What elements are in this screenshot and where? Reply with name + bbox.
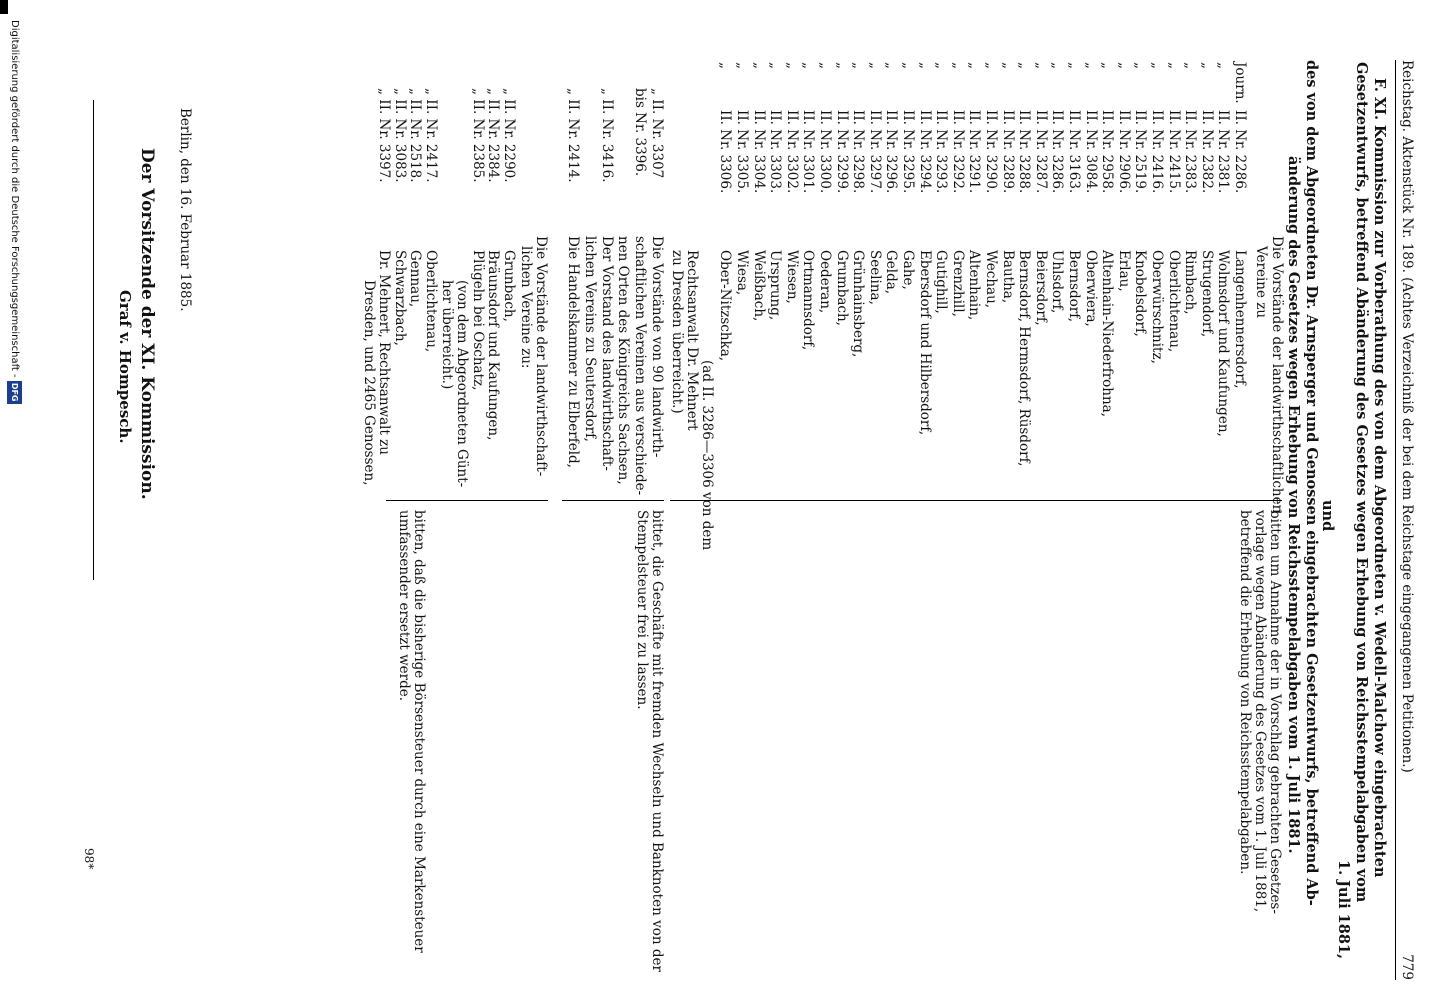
group1-row-place: Langenhennersdorf, [1232, 250, 1248, 389]
group1-row-ref: II. Nr. 3304. [750, 110, 767, 194]
group1-row-place: Beiersdorf, [1032, 250, 1049, 326]
group1-row-ref: II. Nr. 2382. [1198, 110, 1215, 194]
group1-row-place: Gahe, [900, 250, 916, 290]
group1-row-place: Oederan, [817, 250, 833, 314]
group1-request-1: bitten um Annahme der in Vorschlag gebrachten Gesetzes- [1267, 510, 1283, 914]
group1-intro-1: Die Vorstände der landwirthschaftlichen [1269, 236, 1285, 514]
group1-row-place: Bautha, [999, 250, 1016, 304]
group1-row-place: Altenhain-Niederfrohna, [1099, 250, 1116, 418]
group3-row-ref: „ II. Nr. 2518. [407, 88, 424, 183]
group3-intro-2: lichen Vereine zu: [518, 246, 534, 369]
group1-row-prefix: „ [850, 62, 867, 69]
group1-row-prefix: „ [983, 62, 999, 69]
group3-row-text: Plügeln bei Oschatz, [469, 250, 486, 391]
group1-row-place: Altenhain, [966, 250, 983, 321]
group1-row-prefix: „ [933, 62, 950, 69]
group1-row-place: Ober-Nitzschka, [717, 250, 734, 362]
group1-row-prefix: „ [1016, 62, 1033, 69]
group1-row-prefix: „ [900, 62, 916, 69]
group1-row-prefix: „ [866, 62, 883, 69]
group1-request-2: vorlage wegen Abänderung des Gesetzes vom 1. Juli 1881, [1252, 510, 1268, 913]
group1-row-prefix: „ [1032, 62, 1049, 69]
group1-row-place: Grenzhill, [949, 250, 966, 317]
funding-text: Digitalisierung gefördert durch die Deutsche Forschungsgemeinschaft - [9, 20, 20, 378]
group1-row-prefix: „ [999, 62, 1016, 69]
group1-row-prefix: „ [949, 62, 966, 69]
group1-row-place: Uhlsdorf, [1049, 250, 1066, 314]
group1-row-place: Rimbach, [1182, 250, 1199, 315]
group1-row-place: Gelda, [883, 250, 900, 295]
group1-row-ref: II. Nr. 3306. [717, 110, 734, 194]
group2-bracket [562, 500, 664, 501]
group1-row-prefix: „ [883, 62, 900, 69]
group1-row-prefix: „ [717, 62, 734, 69]
group1-row-prefix: „ [966, 62, 983, 69]
group2-row-ref: „ II. Nr. 2414. [565, 88, 581, 183]
group1-row-prefix: „ [833, 62, 850, 69]
group3-request-1: bitten, daß die bisherige Börsensteuer durch eine Markensteuer [411, 510, 427, 953]
group1-row-place: Seelina, [866, 250, 883, 305]
group3-row-ref: „ II. Nr. 2384. [485, 88, 502, 183]
group1-row-prefix: „ [1115, 62, 1132, 69]
group1-row-prefix: „ [783, 62, 800, 69]
group1-row-ref: II. Nr. 2286. [1232, 110, 1248, 194]
closing-rule [93, 100, 94, 580]
group1-row-place: Ortmannsdorf, [800, 250, 817, 351]
group1-row-prefix: „ [1165, 62, 1182, 69]
group1-row-ref: II. Nr. 2906. [1115, 110, 1132, 194]
group1-row-prefix: Journ. [1232, 62, 1248, 104]
group1-row-ref: II. Nr. 3299. [833, 110, 850, 194]
group3-request-2: umfassender ersetzt werde. [396, 510, 412, 701]
group2-row-text: Die Vorstände von 90 landwirth- [649, 236, 665, 458]
funding-note [7, 20, 22, 404]
group1-row-place: Grünhainsberg, [850, 250, 867, 358]
group1-row-place: Oberwiera, [1082, 250, 1099, 327]
group3-row-ref: „ II. Nr. 2417. [423, 88, 439, 183]
group1-row-place: Bernsdorf, [1066, 250, 1082, 323]
group1-row-prefix: „ [916, 62, 933, 69]
group1-row-prefix: „ [1182, 62, 1199, 69]
title-line-4: und [1319, 500, 1336, 532]
group3-row-ref: „ II. Nr. 2290. [501, 88, 517, 183]
group1-row-place: Wiesen, [783, 250, 800, 304]
group1-row-prefix: „ [1149, 62, 1165, 69]
group1-row-ref: II. Nr. 3305. [734, 110, 750, 194]
group1-row-ref: II. Nr. 3302. [783, 110, 800, 194]
group3-row-text: Schwarzbach, [391, 250, 408, 346]
group1-row-place: Wechau, [983, 250, 999, 309]
group1-row-ref: II. Nr. 3293. [933, 110, 950, 194]
group1-row-prefix: „ [800, 62, 817, 69]
group1-row-place: Ebersdorf und Hilbersdorf, [916, 250, 933, 436]
group3-row-text: Grunbach, [501, 250, 517, 322]
dfg-logo: DFG [7, 381, 22, 404]
group1-row-ref: II. Nr. 3292. [949, 110, 966, 194]
group1-intro-2: Vereine zu [1253, 246, 1269, 319]
signature-name: Graf v. Hompesch. [116, 290, 134, 444]
closing-date: Berlin, den 16. Februar 1885. [177, 108, 193, 312]
group2-row-text: nen Orten des Königreichs Sachsen, [615, 236, 632, 485]
header-title: Reichstag. Aktenstück Nr. 189. (Achtes Verzeichniß der bei dem Reichstage eingegangenen Petitionen.) [1399, 60, 1415, 773]
group1-row-ref: II. Nr. 2416. [1149, 110, 1165, 194]
group1-row-ref: II. Nr. 3291. [966, 110, 983, 194]
group3-row-text: Oberlichtenau, [423, 250, 439, 353]
group1-row-ref: II. Nr. 3301. [800, 110, 817, 194]
group3-row-ref: „ II. Nr. 3083. [391, 88, 408, 183]
group1-row-ref: II. Nr. 2383. [1182, 110, 1199, 194]
group1-row-ref: II. Nr. 3288. [1016, 110, 1033, 194]
group1-row-ref: II. Nr. 2519. [1132, 110, 1149, 194]
title-line-1: F. XI. Kommission zur Vorberathung des von dem Abgeordneten v. Wedell-Malchow eingebrachten [1371, 78, 1388, 878]
group1-row-ref: II. Nr. 3298. [850, 110, 867, 194]
group1-row-place: Bernsdorf, Hermsdorf, Rüsdorf, [1016, 250, 1033, 467]
title-line-2: Gesetzentwurfs, betreffend Abänderung des Gesetzes wegen Erhebung von Reichsstempelabgaben vom [1353, 62, 1370, 903]
group2-row-ref: „ II. Nr. 3416. [598, 88, 615, 183]
group1-row-ref: II. Nr. 3290. [983, 110, 999, 194]
group1-row-ref: II. Nr. 3084. [1082, 110, 1099, 194]
group2-row-text: Die Handelskammer zu Elberfeld, [565, 236, 581, 468]
group1-row-ref: II. Nr. 3296. [883, 110, 900, 194]
group1-row-place: Oberlichtenau, [1165, 250, 1182, 353]
group2-request: bittet, die Geschäfte mit fremden Wechseln und Banknoten von der Stempelsteuer frei zu lassen. [634, 510, 665, 972]
title-line-3: 1. Juli 1881, [1335, 860, 1352, 960]
header-rule [1395, 60, 1396, 980]
group1-row-ref: II. Nr. 3163. [1066, 110, 1082, 194]
group2-row-ref: bis Nr. 3396. [632, 88, 649, 177]
group3-row-text: Dresden, und 2465 Genossen, [360, 280, 377, 486]
group1-row-place: Oberwürschnitz, [1149, 250, 1165, 364]
group1-row-ref: II. Nr. 2415. [1165, 110, 1182, 194]
group1-row-prefix: „ [1198, 62, 1215, 69]
title-line-6: änderung des Gesetzes wegen Erhebung von Reichsstempelabgaben vom 1. Juli 1881. [1285, 156, 1302, 854]
group1-note-2: Rechtsanwalt Dr. Mehnert [684, 250, 700, 431]
group3-row-text: Gennau, [407, 250, 424, 308]
group1-row-ref: II. Nr. 3297. [866, 110, 883, 194]
group2-row-ref: „ II. Nr. 3307 [649, 88, 665, 179]
group3-row-text: (von dem Abgeordneten Günt- [454, 280, 471, 488]
group1-row-ref: II. Nr. 3286. [1049, 110, 1066, 194]
page-mark: 98* [82, 848, 96, 870]
group3-bracket [386, 500, 548, 501]
group1-row-ref: II. Nr. 2381. [1215, 110, 1232, 194]
group1-row-place: Erlau, [1115, 250, 1132, 292]
group3-row-text: Dr. Mehnert, Rechtsanwalt zu [376, 250, 393, 455]
group1-row-prefix: „ [734, 62, 750, 69]
group1-row-place: Grumbach, [833, 250, 850, 326]
group1-row-place: Wolmsdorf und Kaufungen, [1215, 250, 1232, 437]
group1-row-place: Gutighill, [933, 250, 950, 314]
group1-row-ref: II. Nr. 3289. [999, 110, 1016, 194]
group1-request-3: betreffend die Erhebung von Reichsstempelabgaben. [1237, 510, 1253, 875]
group1-row-prefix: „ [1099, 62, 1116, 69]
page-number: 779 [1399, 954, 1415, 980]
group2-row-text: Der Vorstand des landwirthschaft- [598, 236, 615, 471]
group1-bracket [670, 500, 1282, 501]
group1-note-1: (ad II. 3286—3306 von dem [699, 360, 715, 551]
group1-row-prefix: „ [1215, 62, 1232, 69]
group1-row-place: Knobelsdorf, [1132, 250, 1149, 337]
group3-intro-1: Die Vorstände der landwirthschaft- [533, 236, 549, 477]
group1-row-prefix: „ [750, 62, 767, 69]
group1-row-prefix: „ [817, 62, 833, 69]
group3-row-ref: „ II. Nr. 2385. [469, 88, 486, 183]
group1-row-ref: II. Nr. 3287. [1032, 110, 1049, 194]
title-line-5: des von dem Abgeordneten Dr. Arnsperger und Genossen eingebrachten Gesetzentwurfs, betreffend Ab- [1303, 60, 1320, 906]
group3-row-text: Bräunsdorf und Kaufungen, [485, 250, 502, 441]
group1-row-place: Weißbach, [750, 250, 767, 322]
group1-row-ref: II. Nr. 2958. [1099, 110, 1116, 194]
group1-row-ref: II. Nr. 3294. [916, 110, 933, 194]
group1-row-ref: II. Nr. 3303. [767, 110, 784, 194]
group2-row-text: lichen Vereins zu Seutersdorf, [581, 236, 598, 442]
group1-row-prefix: „ [1049, 62, 1066, 69]
group1-row-place: Strugendorf, [1198, 250, 1215, 338]
group3-row-ref: „ II. Nr. 3397. [376, 88, 393, 183]
group1-row-ref: II. Nr. 3295. [900, 110, 916, 194]
group1-row-ref: II. Nr. 3300. [817, 110, 833, 194]
group1-row-prefix: „ [767, 62, 784, 69]
group1-note-3: zu Dresden überreicht.) [669, 250, 685, 414]
group1-row-prefix: „ [1066, 62, 1082, 69]
group1-row-prefix: „ [1132, 62, 1149, 69]
group1-row-place: Ursprung, [767, 250, 784, 321]
group1-row-place: Wiesa, [734, 250, 750, 296]
signature-title: Der Vorsitzende der XI. Kommission. [137, 148, 157, 500]
group3-row-text: her überreicht.) [438, 280, 455, 390]
group2-row-text: schaftlichen Vereinen aus verschiede- [632, 236, 649, 496]
group1-row-prefix: „ [1082, 62, 1099, 69]
